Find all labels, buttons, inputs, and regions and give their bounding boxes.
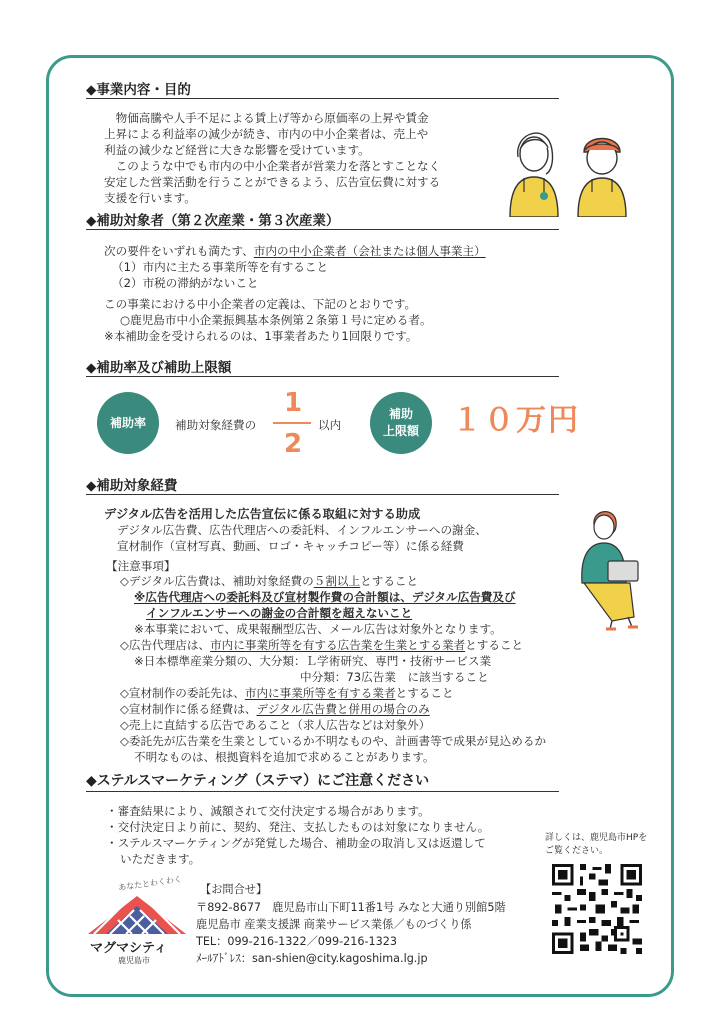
stealth-bullet: ・ステルスマーケティングが発覚した場合、補助金の取消し又は返還して bbox=[106, 836, 486, 850]
note-1 bbox=[120, 574, 418, 590]
definition-line: ※本補助金を受けられるのは、1事業者あたり1回限りです。 bbox=[104, 329, 418, 343]
section-heading-business: ◆事業内容・目的 bbox=[86, 82, 191, 98]
expenses-title: デジタル広告を活用した広告宣伝に係る取組に対する助成 bbox=[104, 507, 421, 521]
requirement-line bbox=[104, 244, 486, 260]
divider bbox=[86, 98, 559, 99]
contact-tel: TEL：099-216-1322／099-216-1323 bbox=[196, 935, 398, 948]
divider bbox=[86, 791, 559, 792]
note-1-bold: インフルエンサーへの謝金の合計額を超えないこと bbox=[146, 606, 413, 620]
definition-line: ○鹿児島市中小企業振興基本条例第２条第１号に定める者。 bbox=[120, 313, 432, 327]
expenses-desc: 宣材制作（宣材写真、動画、ロゴ・キャッチコピー等）に係る経費 bbox=[117, 539, 464, 553]
note-2 bbox=[120, 638, 523, 654]
magma-city-logo bbox=[86, 892, 188, 936]
text: ◇宣材制作に係る経費は、 bbox=[120, 702, 257, 716]
stealth-bullet: ・審査結果により、減額されて交付決定する場合があります。 bbox=[106, 804, 430, 818]
underlined-text: 市内に事業所等を有する広告業を生業とする業者 bbox=[210, 638, 466, 652]
contact-email[interactable]: ﾒｰﾙｱﾄﾞﾚｽ：san-shien@city.kagoshima.lg.jp bbox=[196, 952, 428, 965]
section-heading-target: ◆補助対象者（第２次産業・第３次産業） bbox=[86, 213, 340, 229]
contact-title: 【お問合せ】 bbox=[200, 883, 268, 896]
divider bbox=[86, 229, 559, 230]
note-2-sub: ※日本標準産業分類の、大分類：Ｌ学術研究、専門・技術サービス業 bbox=[134, 654, 492, 668]
note-1-sub: ※本事業において、成果報酬型広告、メール広告は対象外となります。 bbox=[134, 622, 502, 636]
section-heading-expenses: ◆補助対象経費 bbox=[86, 478, 178, 494]
contact-dept: 鹿児島市 産業支援課 商業サービス業係／ものづくり係 bbox=[196, 918, 472, 931]
women-workers-illustration bbox=[500, 112, 650, 217]
text-line: 支援を行います。 bbox=[104, 191, 196, 205]
fraction-numerator: 1 bbox=[284, 388, 303, 418]
logo-name: マグマシティ bbox=[90, 941, 167, 956]
text: ◇デジタル広告費は、補助対象経費の bbox=[120, 574, 314, 588]
limit-label: 補助 bbox=[388, 407, 413, 421]
rate-prefix: 補助対象経費の bbox=[175, 418, 257, 432]
section-heading-stealth: ◆ステルスマーケティング（ステマ）にご注意ください bbox=[86, 773, 430, 789]
notes-title: 【注意事項】 bbox=[106, 559, 176, 573]
underlined-text: ５割以上 bbox=[313, 574, 361, 588]
qr-note: 詳しくは、鹿児島市HPを bbox=[545, 833, 648, 843]
note-6: 不明なものは、根拠資料を追加で求めることがあります。 bbox=[134, 750, 435, 764]
note-5: ◇売上に直結する広告であること（求人広告などは対象外） bbox=[120, 718, 431, 732]
text-line: 上昇による利益率の減少が続き、市内の中小企業者は、売上や bbox=[104, 127, 429, 141]
qr-code-icon[interactable] bbox=[552, 864, 642, 954]
fraction-denominator: 2 bbox=[284, 429, 303, 459]
definition-line: この事業における中小企業者の定義は、下記のとおりです。 bbox=[104, 297, 417, 311]
limit-value: １０万円 bbox=[452, 403, 580, 438]
qr-note: ご覧ください。 bbox=[545, 846, 609, 856]
note-3 bbox=[120, 686, 454, 702]
rate-circle: 補助率 bbox=[97, 392, 159, 454]
note-1-bold: ※広告代理店への委託料及び宣材製作費の合計額は、デジタル広告費及び bbox=[134, 590, 516, 604]
divider bbox=[86, 376, 559, 377]
text: ◇広告代理店は、 bbox=[120, 638, 211, 652]
woman-laptop-illustration bbox=[570, 505, 660, 633]
requirement-item: （2）市税の滞納がないこと bbox=[112, 276, 259, 290]
text-line: 安定した営業活動を行うことができるよう、広告宣伝費に対する bbox=[104, 175, 441, 189]
limit-circle bbox=[370, 392, 432, 454]
text: とすること bbox=[395, 686, 454, 700]
note-2-sub: 中分類：73広告業 に該当すること bbox=[300, 670, 489, 684]
underlined-text: 市内に事業所等を有する業者 bbox=[244, 686, 396, 700]
stealth-bullet: ・交付決定日より前に、契約、発注、支払したものは対象になりません。 bbox=[106, 820, 490, 834]
text: とすること bbox=[465, 638, 524, 652]
text-line: このような中でも市内の中小企業者が営業力を落とすことなく bbox=[104, 159, 441, 173]
underlined-text: 市内の中小企業者（会社または個人事業主） bbox=[253, 244, 486, 258]
text: 次の要件をいずれも満たす、 bbox=[104, 244, 254, 258]
underlined-text: デジタル広告費と併用の場合のみ bbox=[256, 702, 430, 716]
divider bbox=[86, 494, 559, 495]
contact-address: 〒892-8677 鹿児島市山下町11番1号 みなと大通り別館5階 bbox=[196, 901, 506, 914]
section-heading-rate: ◆補助率及び補助上限額 bbox=[86, 360, 232, 376]
requirement-item: （1）市内に主たる事業所等を有すること bbox=[112, 260, 329, 274]
expenses-desc: デジタル広告費、広告代理店への委託料、インフルエンサーへの謝金、 bbox=[117, 523, 487, 537]
note-4 bbox=[120, 702, 430, 718]
text: ◇宣材制作の委託先は、 bbox=[120, 686, 245, 700]
text-line: 物価高騰や人手不足による賃上げ等から原価率の上昇や賃金 bbox=[104, 111, 429, 125]
fraction-bar bbox=[273, 422, 311, 424]
limit-label: 上限額 bbox=[382, 424, 419, 438]
logo-tagline: あなたとわくわく bbox=[117, 874, 183, 893]
text: とすること bbox=[360, 574, 419, 588]
note-6: ◇委託先が広告業を生業としているか不明なものや、計画書等で成果が見込めるか bbox=[120, 734, 547, 748]
logo-city: 鹿児島市 bbox=[118, 956, 150, 965]
text-line: 利益の減少など経営に大きな影響を受けています。 bbox=[104, 143, 370, 157]
rate-suffix: 以内 bbox=[318, 418, 342, 432]
stealth-bullet: いただきます。 bbox=[120, 852, 201, 866]
